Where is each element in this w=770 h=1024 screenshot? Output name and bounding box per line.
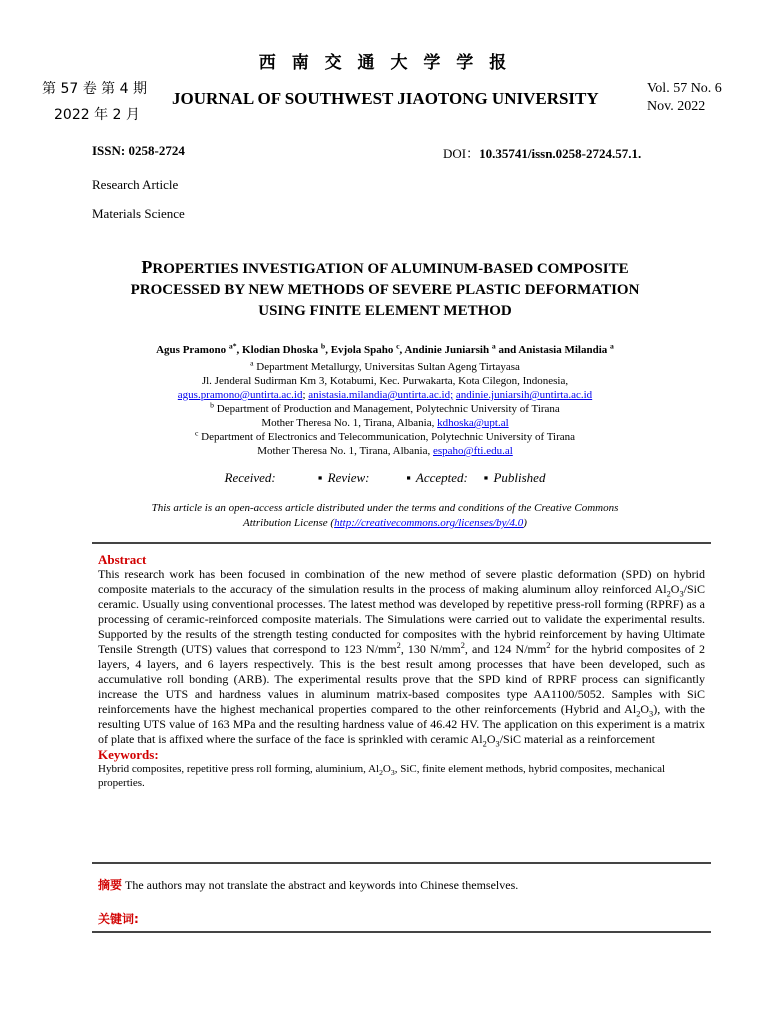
affil-mark: b [210, 400, 214, 410]
affiliation-c-address [0, 444, 770, 458]
abstract-text: /SiC material as a reinforcement [499, 732, 655, 746]
abstract-text: for the hybrid composites of 2 layers, 4 layers, and 6 layers respectively. This is the best result among processes that have been developed, such as accumulative roll bonding (ARB). The experimental results prove that the SPD kind of RPRF process can significantly increase the UTS and hardness values in aluminum matrix-based composites type AA1100/5052. Samples with SiC reinforcements have the highest mechanical properties compared to the other reinforcements (Hybrid and Al [98, 642, 705, 716]
volume-chinese: 第 57 卷 第 4 期 [42, 81, 147, 97]
email-link[interactable]: espaho@fti.edu.al [433, 445, 513, 457]
keywords-heading: Keywords: [98, 747, 159, 762]
abstract-top-rule [92, 542, 711, 544]
publication-status [0, 470, 770, 486]
superscript: 2 [460, 641, 465, 650]
date-chinese: 2022 年 2 月 [54, 107, 140, 123]
abstract-body [98, 567, 705, 747]
affil-text: Mother Theresa No. 1, Tirana, Albania, [261, 417, 438, 429]
affiliation-a-emails [0, 388, 770, 402]
article-type: Research Article [92, 177, 179, 192]
subscript: 3 [679, 589, 684, 599]
author-list [0, 341, 770, 356]
affiliation-b-dept [0, 402, 770, 416]
affil-mark: a [250, 358, 254, 368]
author-affil-mark: c [396, 341, 400, 351]
email-link[interactable]: kdhoska@upt.al [437, 417, 509, 429]
keywords-text: , SiC, finite element methods, hybrid composites, mechanical properties. [98, 763, 666, 789]
license-text: ) [523, 517, 527, 529]
abstract-heading: Abstract [98, 552, 147, 567]
affil-mark: c [194, 428, 199, 438]
journal-name: JOURNAL OF SOUTHWEST JIAOTONG UNIVERSITY [172, 89, 599, 108]
abstract-text: /SiC ceramic. Usually using conventional processes. The latest method was developed by repetitive press-roll forming (RPRF) as a processing of ceramic-reinforced composite materials. The Simulations were carried out to validate the experimental results. Supported by the results of the strength testing conducted for composites with the hybrid reinforcement by having Ultimate Tensile Strength (UTS) values that correspond to 123 N/mm [98, 582, 705, 656]
published-label: ▪ Published [483, 470, 546, 485]
paper-title [60, 257, 710, 322]
keywords-list [98, 762, 705, 790]
email-link[interactable]: andinie.juniarsih@untirta.ac.id [455, 389, 593, 401]
license-line-1: This article is an open-access article distributed under the terms and conditions of the Creative Commons [151, 502, 619, 514]
affiliation-a-dept [0, 360, 770, 374]
doi-label: DOI： [443, 146, 480, 161]
author-name: and Anistasia Milandia [495, 344, 611, 356]
affiliation-c-dept [0, 430, 770, 444]
accepted-label: ▪ Accepted: [406, 470, 468, 485]
chinese-keywords [98, 910, 139, 927]
subscript: 3 [495, 739, 500, 749]
license-link[interactable]: http://creativecommons.org/licenses/by/4.0 [334, 517, 524, 529]
title-line-3: USING FINITE ELEMENT METHOD [258, 303, 512, 319]
issn: ISSN: 0258-2724 [92, 143, 185, 158]
title-line-1 [60, 257, 710, 280]
affiliation-b-address [0, 416, 770, 430]
title-line-1-rest: ROPERTIES INVESTIGATION OF ALUMINUM-BASED COMPOSITE [152, 261, 629, 277]
abstract-text: O [640, 702, 650, 716]
subscript: 2 [482, 739, 487, 749]
review-label: ▪ Review: [317, 470, 370, 485]
superscript: 2 [396, 641, 401, 650]
keywords-text: Hybrid composites, repetitive press roll forming, aluminium, Al [98, 763, 380, 775]
abstract-text: This research work has been focused in combination of the new method of severe plastic deformation (SPD) on hybrid composite materials to the accuracy of the simulation results in the process of making aluminum alloy reinforced Al [98, 567, 705, 596]
chinese-keywords-label: 关键词: [98, 912, 139, 926]
author-name: , Klodian Dhoska [236, 344, 321, 356]
email-link[interactable]: agus.pramono@untirta.ac.id [177, 389, 303, 401]
abstract-text: , and 124 N/mm [464, 642, 547, 656]
subscript: 3 [390, 768, 395, 778]
subscript: 2 [666, 589, 671, 599]
subject-area: Materials Science [92, 206, 185, 221]
keywords-text: O [382, 763, 391, 775]
date-english: Nov. 2022 [647, 99, 706, 114]
received-label: Received: [224, 470, 276, 485]
abstract-text: ), with the resulting UTS value of 163 MPa and the resulting hardness value of 46.42 HV. The application on this experiment is a matrix of plate that is affixed where the surface of the face is sprinkled with ceramic Al [98, 702, 705, 746]
license-line-2 [100, 516, 670, 531]
abstract-section [98, 552, 705, 790]
chinese-abstract [98, 876, 518, 893]
affiliation-a-address: Jl. Jenderal Sudirman Km 3, Kotabumi, Kec. Purwakarta, Kota Cilegon, Indonesia, [201, 375, 569, 387]
affil-text: Department Metallurgy, Universitas Sultan Ageng Tirtayasa [253, 361, 520, 373]
chinese-abstract-text: The authors may not translate the abstract and keywords into Chinese themselves. [122, 878, 519, 892]
affil-text: Department of Electronics and Telecommunication, Polytechnic University of Tirana [198, 431, 576, 443]
author-affil-mark: a [491, 341, 496, 351]
author-affil-mark: b [320, 341, 326, 351]
abstract-text: O [486, 732, 496, 746]
affil-text: Mother Theresa No. 1, Tirana, Albania, [257, 445, 433, 457]
doi [443, 143, 641, 162]
affiliations [0, 360, 770, 458]
superscript: 2 [546, 641, 551, 650]
email-link[interactable]: anistasia.milandia@untirta.ac.id; [308, 389, 454, 401]
author-name: Agus Pramono [156, 344, 229, 356]
chinese-abstract-label: 摘要 [98, 878, 123, 892]
doi-value: 10.35741/issn.0258-2724.57.1. [479, 146, 642, 161]
title-initial: P [141, 257, 153, 277]
title-line-2: PROCESSED BY NEW METHODS OF SEVERE PLASTIC DEFORMATION [130, 282, 640, 298]
volume-english: Vol. 57 No. 6 [647, 81, 722, 96]
author-name: , Andinie Juniarsih [399, 344, 492, 356]
subscript: 3 [649, 709, 654, 719]
chinese-section-top-rule [92, 862, 711, 864]
separator: ; [302, 389, 309, 401]
affil-text: Department of Production and Management, Polytechnic University of Tirana [214, 403, 560, 415]
license-text: Attribution License ( [243, 517, 335, 529]
author-affil-mark: a* [228, 341, 237, 351]
author-affil-mark: a [610, 341, 614, 351]
chinese-journal-title: 西 南 交 通 大 学 学 报 [258, 53, 512, 73]
abstract-text: O [670, 582, 680, 596]
author-name: , Evjola Spaho [325, 344, 397, 356]
subscript: 2 [379, 768, 383, 778]
subscript: 2 [636, 709, 641, 719]
license-notice [100, 501, 670, 531]
abstract-text: , 130 N/mm [400, 642, 461, 656]
chinese-section-bottom-rule [92, 931, 711, 933]
